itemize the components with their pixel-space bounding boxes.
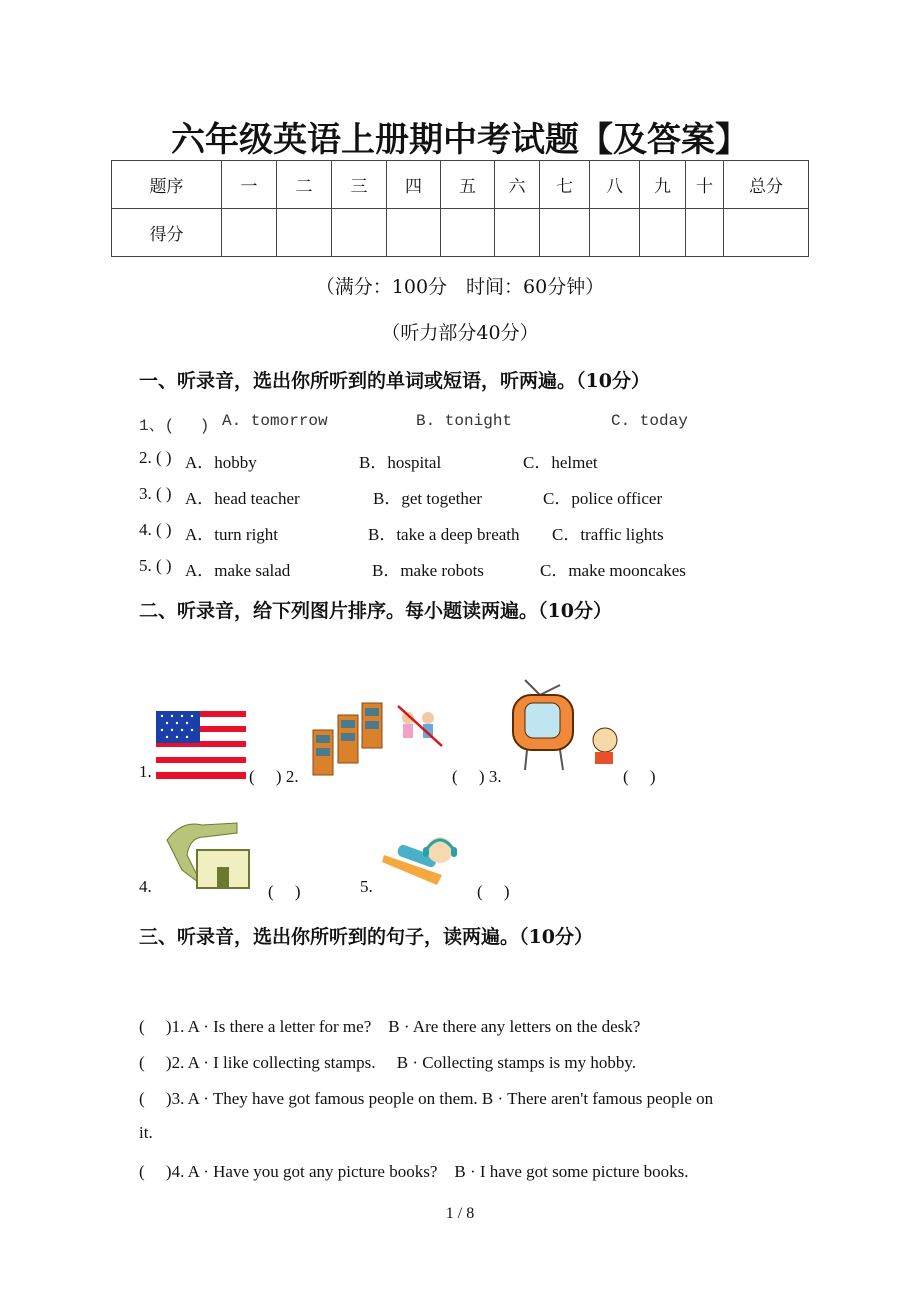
score-cell[interactable] — [540, 209, 590, 257]
item5-c: C．make mooncakes — [540, 561, 686, 580]
score-table — [111, 160, 809, 257]
pic1-label: 1. — [139, 762, 152, 781]
tv-boy-image — [505, 675, 625, 775]
score-cell[interactable] — [686, 209, 724, 257]
table-header: 题序 — [112, 161, 222, 209]
item3-b: B．get together — [373, 489, 483, 508]
item5-b: B．make robots — [372, 561, 484, 580]
table-header: 六 — [495, 161, 540, 209]
score-cell[interactable] — [724, 209, 809, 257]
pic5-label: 5. — [360, 877, 373, 896]
item2-c: C．helmet — [523, 453, 598, 472]
item2-num: 2. ( ) — [139, 448, 172, 467]
item1-c: C. today — [611, 412, 688, 430]
item2-b: B．hospital — [359, 453, 442, 472]
section3-heading: 三、听录音，选出你所听到的句子，读两遍。（10分） — [139, 926, 593, 948]
page-title: 六年级英语上册期中考试题【及答案】 — [171, 120, 749, 160]
table-header: 二 — [277, 161, 332, 209]
item3-num: 3. ( ) — [139, 484, 172, 503]
sentence-item-3-cont: it. — [139, 1123, 153, 1142]
item1-b: B. tonight — [416, 412, 513, 430]
item5-a: A．make salad — [185, 561, 291, 580]
pic5-blank: ( ) — [477, 882, 510, 901]
score-cell[interactable] — [590, 209, 640, 257]
score-cell[interactable] — [495, 209, 540, 257]
table-header: 九 — [640, 161, 686, 209]
score-cell[interactable] — [277, 209, 332, 257]
score-cell[interactable] — [640, 209, 686, 257]
item4-c: C．traffic lights — [552, 525, 664, 544]
score-cell[interactable] — [332, 209, 387, 257]
table-header: 八 — [590, 161, 640, 209]
pic3-blank: ( ) — [623, 767, 656, 786]
section2-heading: 二、听录音，给下列图片排序。每小题读两遍。（10分） — [139, 600, 612, 622]
girl-headphones-image — [382, 830, 472, 890]
pic3-label: ( ) 3. — [452, 767, 502, 786]
pic4-label: 4. — [139, 877, 152, 896]
table-header: 七 — [540, 161, 590, 209]
item1-a: A. tomorrow — [222, 412, 328, 430]
score-cell[interactable] — [222, 209, 277, 257]
sentence-item-4: ( )4. A · Have you got any picture books? B · I have got some picture books. — [139, 1162, 689, 1181]
table-header: 五 — [441, 161, 495, 209]
page-number: 1 / 8 — [445, 1205, 475, 1222]
great-wall-image — [162, 815, 254, 891]
sentence-item-2: ( )2. A · I like collecting stamps. B · Collecting stamps is my hobby. — [139, 1053, 637, 1072]
sentence-item-1: ( )1. A · Is there a letter for me? B · Are there any letters on the desk? — [139, 1017, 641, 1036]
pic2-label: ( ) 2. — [249, 767, 299, 786]
table-header: 三 — [332, 161, 387, 209]
item1-num: 1、( ) — [139, 417, 210, 435]
item3-a: A．head teacher — [185, 489, 300, 508]
table-header: 十 — [686, 161, 724, 209]
item4-num: 4. ( ) — [139, 520, 172, 539]
item3-c: C．police officer — [543, 489, 663, 508]
item4-b: B．take a deep breath — [368, 525, 520, 544]
exam-info: （满分：100分 时间：60分钟） — [315, 276, 605, 298]
listening-label: （听力部分40分） — [381, 322, 539, 344]
section1-heading: 一、听录音，选出你所听到的单词或短语，听两遍。（10分） — [139, 370, 650, 392]
us-flag-image — [156, 711, 246, 779]
score-cell[interactable] — [441, 209, 495, 257]
pic4-blank: ( ) — [268, 882, 301, 901]
sentence-item-3: ( )3. A · They have got famous people on them. B · There aren't famous people on — [139, 1089, 714, 1108]
item2-a: A．hobby — [185, 453, 257, 472]
table-header: 总分 — [724, 161, 809, 209]
table-header: 一 — [222, 161, 277, 209]
score-cell[interactable] — [387, 209, 441, 257]
item4-a: A．turn right — [185, 525, 279, 544]
bookshelves-no-talking-image — [310, 700, 450, 778]
table-header: 四 — [387, 161, 441, 209]
item5-num: 5. ( ) — [139, 556, 172, 575]
row-label: 得分 — [112, 209, 222, 257]
